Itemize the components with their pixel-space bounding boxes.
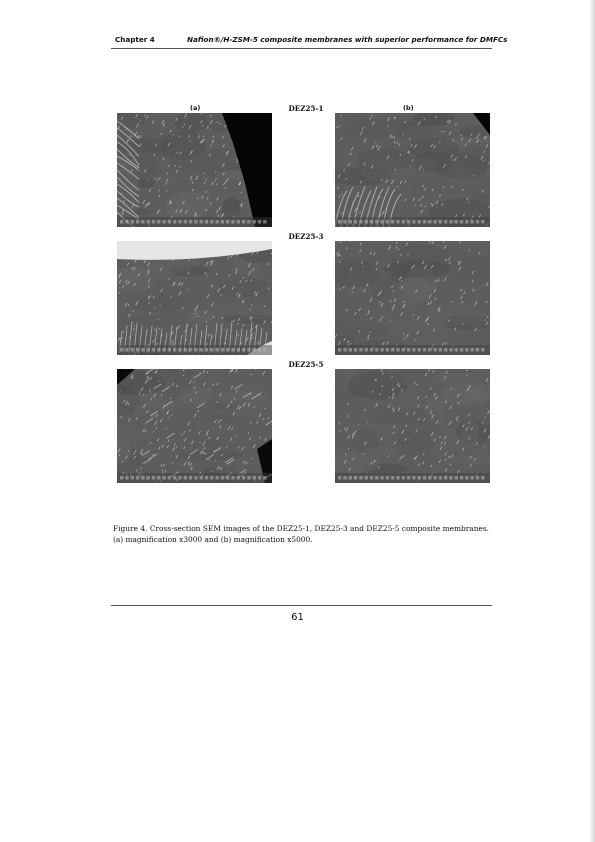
sem-image-dez25-1-a	[117, 113, 272, 227]
footer-rule	[111, 605, 492, 606]
header-rule	[111, 48, 492, 49]
sem-image-dez25-1-b	[335, 113, 490, 227]
sample-label-2: DEZ25-3	[288, 232, 324, 241]
column-label-b: (b)	[403, 104, 414, 112]
column-label-a: (a)	[190, 104, 201, 112]
figure-caption: Figure 4. Cross-section SEM images of the DEZ25-1, DEZ25-3 and DEZ25-5 composite membranes. (a) magnification x3000 and (b) magnification x5000.	[113, 524, 489, 545]
chapter-label: Chapter 4	[115, 35, 155, 44]
sem-image-dez25-5-a	[117, 369, 272, 483]
page-edge-shadow	[589, 0, 595, 842]
sample-label-1: DEZ25-1	[288, 104, 324, 113]
sem-image-dez25-3-b	[335, 241, 490, 355]
sample-label-3: DEZ25-5	[288, 360, 324, 369]
running-header	[111, 35, 508, 47]
running-title: Nafion®/H-ZSM-5 composite membranes with superior performance for DMFCs	[187, 35, 508, 44]
sem-image-dez25-5-b	[335, 369, 490, 483]
page-number: 61	[291, 612, 304, 623]
sem-image-dez25-3-a	[117, 241, 272, 355]
